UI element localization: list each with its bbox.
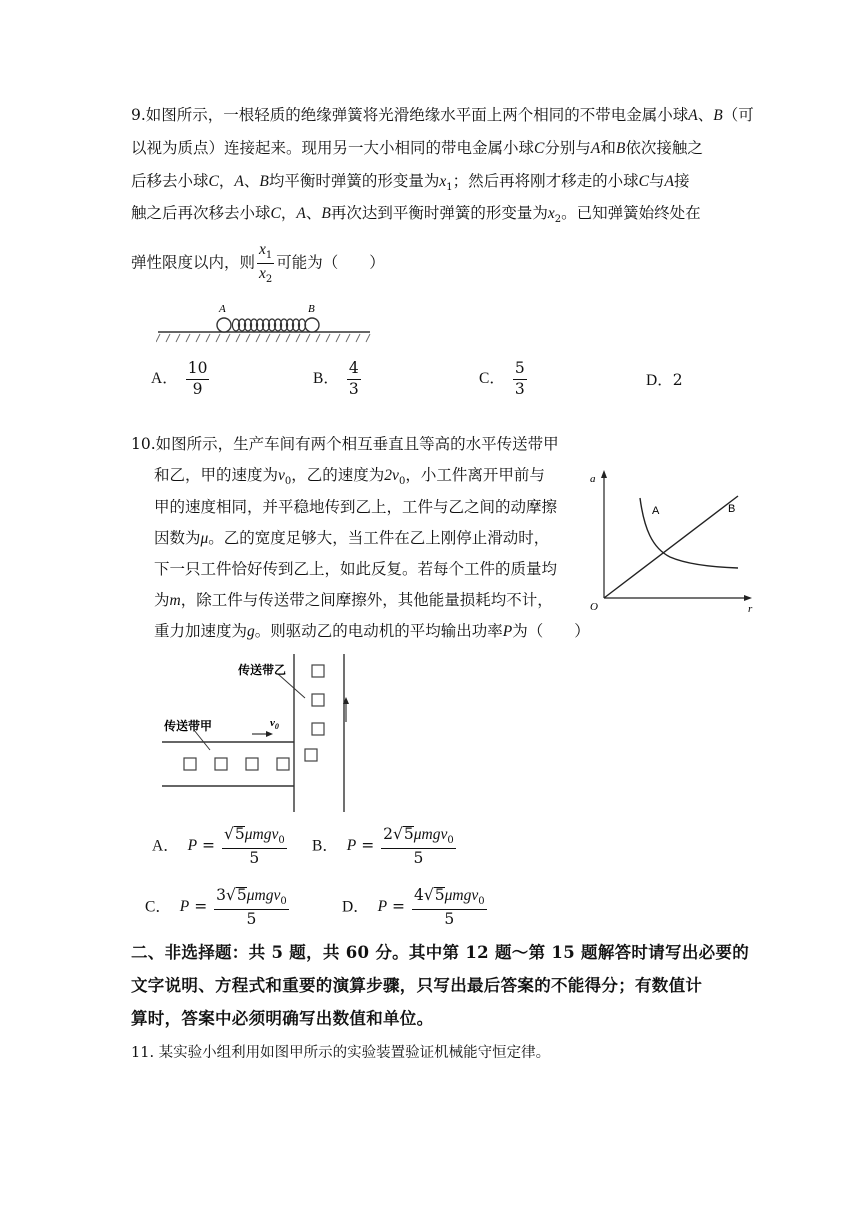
conveyor-figure [160,650,364,816]
label-leader-jia [194,730,210,750]
line-b-label: B [728,503,736,515]
spring-coil [232,319,305,331]
velocity-arrowhead [266,731,273,737]
ratio-fraction: $\frac{x_1}{x_2}$ [259,241,273,285]
fig-label-b: B [308,303,315,315]
q10-line-6: 为m，除工件与传送带之间摩擦外，其他能量损耗均不计， [154,591,553,609]
q10-line-5: 下一只工件恰好传到乙上，如此反复。若每个工件的质量均 [154,560,558,578]
q9-line-3: 后移去小球C，A、B均平衡时弹簧的形变量为$x_1$；然后再将刚才移走的小球C与A接 [131,172,690,193]
q9-line-4: 触之后再次移去小球C，A、B再次达到平衡时弹簧的形变量为$x_2$。已知弹簧始终处在 [131,204,701,225]
workpiece [305,749,317,761]
q9-option-c[interactable]: C． $\frac{5}{3}$ [479,359,525,398]
workpiece [215,758,227,770]
y-axis-label: a [590,473,596,485]
workpiece [184,758,196,770]
velocity-label: $v_0$ [270,717,279,731]
q9-line-5: 弹性限度以内，则 $\frac{x_1}{x_2}$ 可能为（ ） [131,241,385,285]
workpiece [277,758,289,770]
q10-option-a[interactable]: A． P = $\frac{√5\mu mgv_0}{5}$ [152,825,285,867]
q9-option-b[interactable]: B． $\frac{4}{3}$ [313,359,359,398]
section-2-line-1: 二、非选择题：共 5 题，共 60 分。其中第 12 题～第 15 题解答时请写出必要的 [131,943,750,962]
workpiece [312,723,324,735]
ball-b [305,318,319,332]
y-axis-arrow [601,470,607,478]
workpiece [312,694,324,706]
section-2-line-3: 算时，答案中必须明确写出数值和单位。 [131,1009,434,1028]
q9-line-1: 9.如图所示，一根轻质的绝缘弹簧将光滑绝缘水平面上两个相同的不带电金属小球A、B（可 [131,106,754,124]
workpiece [312,665,324,677]
spring-figure [156,298,372,344]
line-b [604,496,738,598]
belt-jia-label: 传送带甲 [164,719,213,733]
q10-line-3: 甲的速度相同，并平稳地传到乙上，工件与乙之间的动摩擦 [154,498,558,516]
ball-a [217,318,231,332]
q11-line-1: 11. 某实验小组利用如图甲所示的实验装置验证机械能守恒定律。 [131,1045,551,1061]
workpiece [246,758,258,770]
belt-yi-label: 传送带乙 [238,663,287,677]
x-axis-arrow [744,595,752,601]
curve-a-label: A [652,505,660,517]
q10-line-2: 和乙，甲的速度为$v_0$，乙的速度为$2v_0$，小工件离开甲前与 [154,466,545,487]
q10-option-d[interactable]: D． P = $\frac{4√5\mu mgv_0}{5}$ [342,886,485,928]
q9-line-2: 以视为质点）连接起来。现用另一大小相同的带电金属小球C分别与A和B依次接触之 [131,139,703,157]
q9-option-d[interactable]: D．2 [646,371,683,389]
label-leader-yi [278,674,305,698]
origin-label: O [590,601,598,613]
q10-option-b[interactable]: B． P = $\frac{2√5\mu mgv_0}{5}$ [312,825,454,867]
q9-option-a[interactable]: A． $\frac{10}{9}$ [151,359,208,398]
a-r-graph [586,464,766,614]
q10-option-c[interactable]: C． P = $\frac{3√5\mu mgv_0}{5}$ [145,886,287,928]
q10-line-1: 10.如图所示，生产车间有两个相互垂直且等高的水平传送带甲 [131,435,559,453]
section-2-line-2: 文字说明、方程式和重要的演算步骤，只写出最后答案的不能得分；有数值计 [131,976,703,995]
fig-label-a: A [219,303,226,315]
x-axis-label: r [748,603,753,614]
q10-line-4: 因数为μ。乙的宽度足够大，当工件在乙上刚停止滑动时， [154,529,550,547]
q10-line-7: 重力加速度为g。则驱动乙的电动机的平均输出功率P为（ ） [154,622,590,640]
